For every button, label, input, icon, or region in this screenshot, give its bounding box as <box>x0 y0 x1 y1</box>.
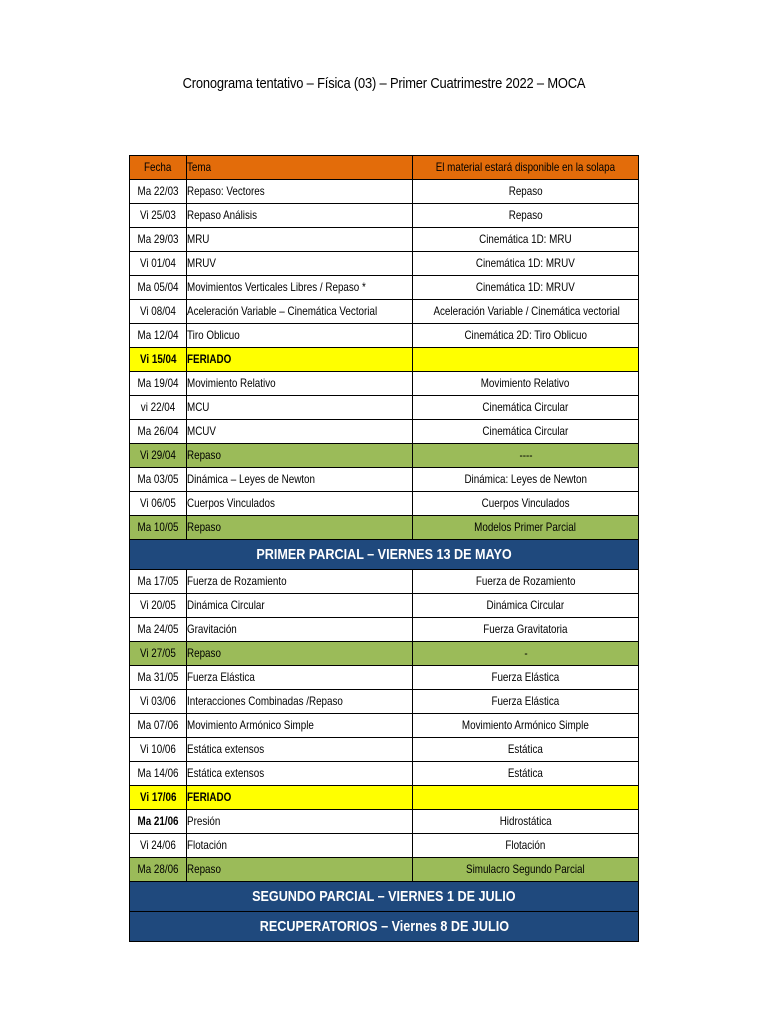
table-row <box>130 300 639 324</box>
material-cell: Cinemática Circular <box>413 420 639 444</box>
exam-banner-row <box>130 540 639 570</box>
topic-cell: Fuerza de Rozamiento <box>187 570 413 594</box>
topic-cell: Dinámica Circular <box>187 594 413 618</box>
topic-cell: Movimientos Verticales Libres / Repaso * <box>187 276 413 300</box>
topic-cell: Repaso <box>187 444 413 468</box>
date-cell: Ma 24/05 <box>130 618 187 642</box>
table-row <box>130 834 639 858</box>
table-row <box>130 276 639 300</box>
material-cell: Dinámica Circular <box>413 594 639 618</box>
topic-cell: FERIADO <box>187 786 413 810</box>
material-cell <box>413 786 639 810</box>
topic-cell: Estática extensos <box>187 738 413 762</box>
exam-banner: PRIMER PARCIAL – VIERNES 13 DE MAYO <box>130 540 639 570</box>
table-row <box>130 570 639 594</box>
topic-cell: Movimiento Armónico Simple <box>187 714 413 738</box>
date-cell: Ma 29/03 <box>130 228 187 252</box>
exam-banner-row <box>130 882 639 912</box>
material-cell: Hidrostática <box>413 810 639 834</box>
topic-cell: FERIADO <box>187 348 413 372</box>
material-cell: Cinemática 1D: MRUV <box>413 276 639 300</box>
table-row <box>130 594 639 618</box>
topic-cell: MCU <box>187 396 413 420</box>
date-cell: Ma 28/06 <box>130 858 187 882</box>
material-cell: Cinemática 1D: MRU <box>413 228 639 252</box>
date-cell: Vi 01/04 <box>130 252 187 276</box>
exam-banner: SEGUNDO PARCIAL – VIERNES 1 DE JULIO <box>130 882 639 912</box>
topic-cell: Fuerza Elástica <box>187 666 413 690</box>
table-row <box>130 228 639 252</box>
topic-cell: MRU <box>187 228 413 252</box>
table-row <box>130 690 639 714</box>
date-cell: Ma 03/05 <box>130 468 187 492</box>
topic-cell: Dinámica – Leyes de Newton <box>187 468 413 492</box>
date-cell: Vi 06/05 <box>130 492 187 516</box>
table-row <box>130 420 639 444</box>
table-row <box>130 468 639 492</box>
schedule-table <box>129 155 639 942</box>
review-row <box>130 642 639 666</box>
table-row <box>130 762 639 786</box>
topic-cell: Aceleración Variable – Cinemática Vectorial <box>187 300 413 324</box>
material-cell: Repaso <box>413 180 639 204</box>
topic-cell: Cuerpos Vinculados <box>187 492 413 516</box>
material-cell: - <box>413 642 639 666</box>
material-cell: Fuerza de Rozamiento <box>413 570 639 594</box>
material-cell: Cinemática Circular <box>413 396 639 420</box>
exam-banner: RECUPERATORIOS – Viernes 8 DE JULIO <box>130 912 639 942</box>
exam-banner-row <box>130 912 639 942</box>
material-cell: Modelos Primer Parcial <box>413 516 639 540</box>
date-cell: Ma 31/05 <box>130 666 187 690</box>
material-cell: Simulacro Segundo Parcial <box>413 858 639 882</box>
topic-cell: Interacciones Combinadas /Repaso <box>187 690 413 714</box>
material-cell: Aceleración Variable / Cinemática vectorial <box>413 300 639 324</box>
date-cell: Vi 17/06 <box>130 786 187 810</box>
date-cell: Vi 29/04 <box>130 444 187 468</box>
topic-cell: Movimiento Relativo <box>187 372 413 396</box>
table-row <box>130 372 639 396</box>
header-topic: Tema <box>187 156 413 180</box>
review-row <box>130 516 639 540</box>
table-header-row <box>130 156 639 180</box>
material-cell: Estática <box>413 762 639 786</box>
header-date: Fecha <box>130 156 187 180</box>
date-cell: Vi 20/05 <box>130 594 187 618</box>
topic-cell: MRUV <box>187 252 413 276</box>
material-cell: Flotación <box>413 834 639 858</box>
table-row <box>130 738 639 762</box>
table-row <box>130 180 639 204</box>
material-cell: Dinámica: Leyes de Newton <box>413 468 639 492</box>
topic-cell: MCUV <box>187 420 413 444</box>
material-cell: Movimiento Armónico Simple <box>413 714 639 738</box>
document-title: Cronograma tentativo – Física (03) – Primer Cuatrimestre 2022 – MOCA <box>182 75 586 92</box>
table-row <box>130 492 639 516</box>
material-cell: Cinemática 1D: MRUV <box>413 252 639 276</box>
material-cell: Fuerza Elástica <box>413 666 639 690</box>
topic-cell: Flotación <box>187 834 413 858</box>
topic-cell: Repaso <box>187 516 413 540</box>
topic-cell: Repaso <box>187 642 413 666</box>
material-cell: Repaso <box>413 204 639 228</box>
material-cell: Cinemática 2D: Tiro Oblicuo <box>413 324 639 348</box>
date-cell: Vi 08/04 <box>130 300 187 324</box>
review-row <box>130 858 639 882</box>
date-cell: Ma 22/03 <box>130 180 187 204</box>
table-row <box>130 666 639 690</box>
topic-cell: Gravitación <box>187 618 413 642</box>
topic-cell: Repaso <box>187 858 413 882</box>
date-cell: Ma 26/04 <box>130 420 187 444</box>
table-row <box>130 324 639 348</box>
material-cell <box>413 348 639 372</box>
header-material: El material estará disponible en la solapa <box>413 156 639 180</box>
date-cell: Vi 10/06 <box>130 738 187 762</box>
date-cell: Ma 21/06 <box>130 810 187 834</box>
table-row <box>130 618 639 642</box>
date-cell: Ma 12/04 <box>130 324 187 348</box>
table-row <box>130 714 639 738</box>
topic-cell: Estática extensos <box>187 762 413 786</box>
date-cell: Vi 03/06 <box>130 690 187 714</box>
topic-cell: Repaso: Vectores <box>187 180 413 204</box>
table-row <box>130 204 639 228</box>
date-cell: vi 22/04 <box>130 396 187 420</box>
date-cell: Vi 25/03 <box>130 204 187 228</box>
date-cell: Ma 17/05 <box>130 570 187 594</box>
topic-cell: Tiro Oblicuo <box>187 324 413 348</box>
material-cell: ---- <box>413 444 639 468</box>
date-cell: Vi 15/04 <box>130 348 187 372</box>
date-cell: Vi 24/06 <box>130 834 187 858</box>
topic-cell: Repaso Análisis <box>187 204 413 228</box>
topic-cell: Presión <box>187 810 413 834</box>
material-cell: Movimiento Relativo <box>413 372 639 396</box>
table-row <box>130 252 639 276</box>
date-cell: Ma 05/04 <box>130 276 187 300</box>
holiday-row <box>130 348 639 372</box>
material-cell: Estática <box>413 738 639 762</box>
holiday-row <box>130 786 639 810</box>
material-cell: Fuerza Gravitatoria <box>413 618 639 642</box>
material-cell: Cuerpos Vinculados <box>413 492 639 516</box>
table-row <box>130 396 639 420</box>
review-row <box>130 444 639 468</box>
date-cell: Ma 19/04 <box>130 372 187 396</box>
date-cell: Ma 07/06 <box>130 714 187 738</box>
date-cell: Vi 27/05 <box>130 642 187 666</box>
material-cell: Fuerza Elástica <box>413 690 639 714</box>
table-row <box>130 810 639 834</box>
date-cell: Ma 10/05 <box>130 516 187 540</box>
date-cell: Ma 14/06 <box>130 762 187 786</box>
